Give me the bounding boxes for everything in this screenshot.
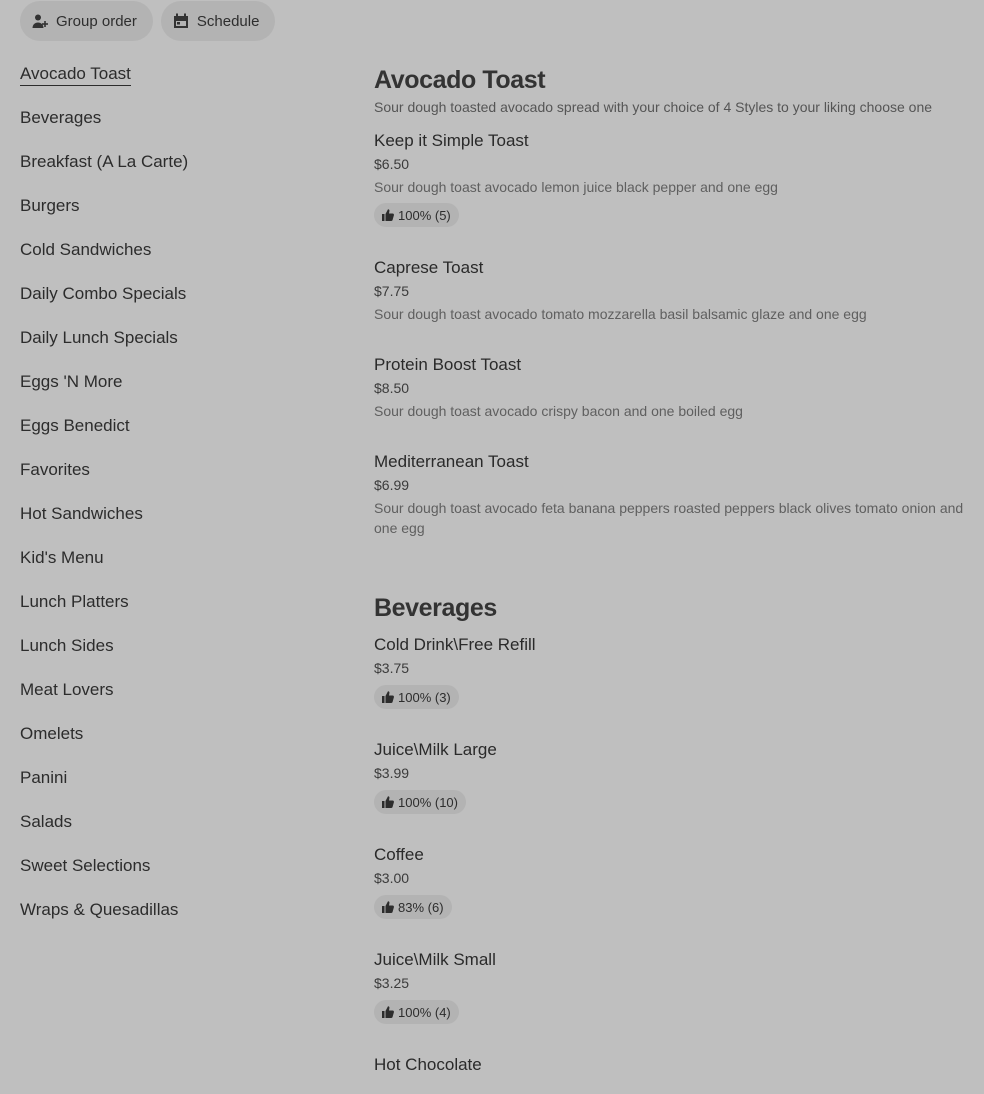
top-actions — [20, 1, 275, 41]
sidebar-item-label: Lunch Platters — [20, 592, 129, 611]
sidebar-item-favorites[interactable] — [20, 458, 320, 502]
sidebar-item-label: Omelets — [20, 724, 84, 743]
sidebar-item-burgers[interactable] — [20, 194, 320, 238]
sidebar-item-omelets[interactable] — [20, 722, 320, 766]
group-order-label: Group order — [56, 12, 137, 30]
sidebar-item-daily-combo-specials[interactable] — [20, 282, 320, 326]
sidebar-item-meat-lovers[interactable] — [20, 678, 320, 722]
item-price: $7.75 — [374, 283, 410, 299]
item-name: Cold Drink\Free Refill — [374, 635, 536, 654]
sidebar-item-label: Burgers — [20, 196, 80, 215]
sidebar-item-lunch-platters[interactable] — [20, 590, 320, 634]
sidebar-item-label: Avocado Toast — [20, 63, 131, 86]
item-price: $3.25 — [374, 975, 410, 991]
rating-badge — [374, 1000, 459, 1024]
section-title: Beverages — [374, 594, 497, 622]
menu-item-juice-milk-small[interactable] — [374, 949, 964, 1024]
sidebar-item-label: Meat Lovers — [20, 680, 114, 699]
item-price: $3.00 — [374, 870, 410, 886]
item-name: Juice\Milk Small — [374, 950, 496, 969]
item-name: Hot Chocolate — [374, 1055, 482, 1074]
sidebar-item-label: Salads — [20, 812, 72, 831]
section-avocado-toast — [374, 64, 964, 538]
rating-text: 100% (5) — [398, 207, 451, 223]
sidebar-item-label: Hot Sandwiches — [20, 504, 143, 523]
thumbs-up-icon — [382, 1006, 394, 1018]
rating-text: 100% (10) — [398, 794, 458, 810]
sidebar-item-label: Daily Combo Specials — [20, 284, 187, 303]
thumbs-up-icon — [382, 691, 394, 703]
sidebar-item-label: Favorites — [20, 460, 90, 479]
item-price: $6.50 — [374, 156, 410, 172]
item-name: Keep it Simple Toast — [374, 131, 529, 150]
item-description: Sour dough toast avocado crispy bacon and one boiled egg — [374, 403, 743, 419]
sidebar-item-label: Beverages — [20, 108, 102, 127]
rating-text: 100% (3) — [398, 689, 451, 705]
sidebar-item-avocado-toast[interactable] — [20, 62, 320, 106]
sidebar-item-cold-sandwiches[interactable] — [20, 238, 320, 282]
sidebar-item-eggs-n-more[interactable] — [20, 370, 320, 414]
sidebar-item-beverages[interactable] — [20, 106, 320, 150]
sidebar-item-label: Sweet Selections — [20, 856, 151, 875]
sidebar-item-daily-lunch-specials[interactable] — [20, 326, 320, 370]
sidebar-item-label: Panini — [20, 768, 68, 787]
item-name: Mediterranean Toast — [374, 452, 529, 471]
sidebar-item-breakfast[interactable] — [20, 150, 320, 194]
rating-badge — [374, 203, 459, 227]
sidebar-item-panini[interactable] — [20, 766, 320, 810]
item-description: Sour dough toast avocado tomato mozzarella basil balsamic glaze and one egg — [374, 306, 867, 322]
sidebar-item-sweet-selections[interactable] — [20, 854, 320, 898]
rating-badge — [374, 790, 466, 814]
item-description: Sour dough toast avocado feta banana peppers roasted peppers black olives tomato onion and one egg — [374, 500, 964, 536]
section-beverages — [374, 592, 964, 1076]
menu-item-juice-milk-large[interactable] — [374, 739, 964, 814]
menu-item-coffee[interactable] — [374, 844, 964, 919]
menu-item-protein-boost-toast[interactable] — [374, 354, 964, 421]
category-sidebar — [20, 62, 320, 942]
rating-badge — [374, 685, 459, 709]
section-title: Avocado Toast — [374, 66, 546, 94]
sidebar-item-lunch-sides[interactable] — [20, 634, 320, 678]
sidebar-item-label: Daily Lunch Specials — [20, 328, 178, 347]
menu-item-cold-drink-free-refill[interactable] — [374, 634, 964, 709]
rating-text: 83% (6) — [398, 899, 444, 915]
sidebar-item-wraps-quesadillas[interactable] — [20, 898, 320, 942]
item-description: Sour dough toast avocado lemon juice black pepper and one egg — [374, 179, 778, 195]
menu-content — [374, 64, 964, 1076]
group-order-button[interactable] — [20, 1, 153, 41]
sidebar-item-label: Eggs 'N More — [20, 372, 123, 391]
calendar-icon — [173, 13, 189, 29]
item-price: $3.99 — [374, 765, 410, 781]
sidebar-item-label: Wraps & Quesadillas — [20, 900, 179, 919]
sidebar-item-label: Kid's Menu — [20, 548, 104, 567]
rating-text: 100% (4) — [398, 1004, 451, 1020]
item-name: Protein Boost Toast — [374, 355, 522, 374]
sidebar-item-label: Breakfast (A La Carte) — [20, 152, 189, 171]
thumbs-up-icon — [382, 796, 394, 808]
sidebar-item-hot-sandwiches[interactable] — [20, 502, 320, 546]
schedule-label: Schedule — [196, 12, 260, 30]
menu-item-keep-it-simple-toast[interactable] — [374, 130, 964, 227]
menu-item-mediterranean-toast[interactable] — [374, 451, 964, 538]
thumbs-up-icon — [382, 209, 394, 221]
sidebar-item-label: Eggs Benedict — [20, 416, 130, 435]
sidebar-item-salads[interactable] — [20, 810, 320, 854]
section-description: Sour dough toasted avocado spread with your choice of 4 Styles to your liking choose one — [374, 99, 933, 115]
sidebar-item-label: Cold Sandwiches — [20, 240, 152, 259]
item-price: $3.75 — [374, 660, 410, 676]
menu-item-caprese-toast[interactable] — [374, 257, 964, 324]
item-name: Coffee — [374, 845, 424, 864]
person-plus-icon — [32, 13, 48, 29]
item-price: $8.50 — [374, 380, 410, 396]
item-name: Caprese Toast — [374, 258, 484, 277]
thumbs-up-icon — [382, 901, 394, 913]
menu-item-hot-chocolate[interactable] — [374, 1054, 964, 1076]
rating-badge — [374, 895, 452, 919]
item-name: Juice\Milk Large — [374, 740, 497, 759]
schedule-button[interactable] — [161, 1, 276, 41]
sidebar-item-eggs-benedict[interactable] — [20, 414, 320, 458]
sidebar-item-label: Lunch Sides — [20, 636, 114, 655]
item-price: $6.99 — [374, 477, 410, 493]
sidebar-item-kids-menu[interactable] — [20, 546, 320, 590]
